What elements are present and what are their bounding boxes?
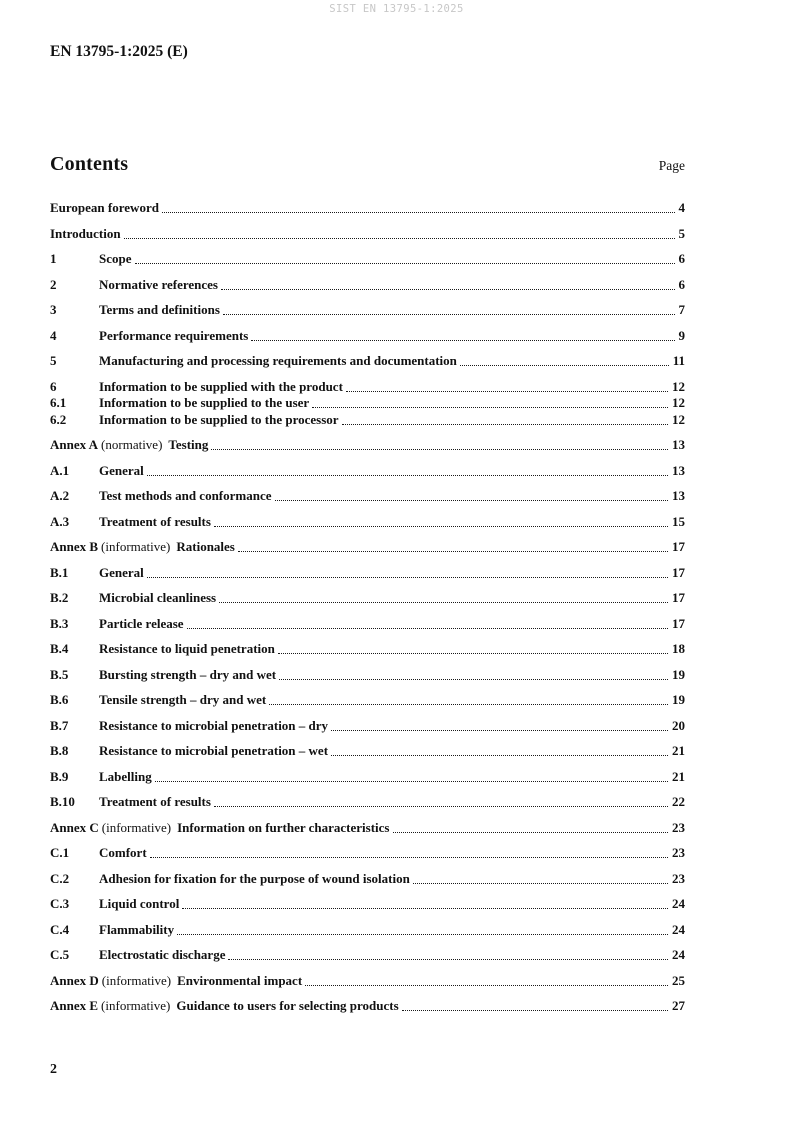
toc-entry-page-number: 17 (672, 615, 685, 631)
toc-entry-number: 2 (50, 276, 57, 292)
toc-entry-title: Guidance to users for selecting products (176, 998, 399, 1013)
toc-entry-annex-prefix: Annex C (50, 819, 99, 835)
toc-entry[interactable] (50, 922, 685, 937)
dot-leader (279, 679, 668, 680)
toc-entry-title: Information on further characteristics (177, 819, 390, 835)
dot-leader (331, 730, 668, 731)
toc-entry-title: Tensile strength – dry and wet (99, 692, 267, 707)
dot-leader (312, 407, 668, 408)
toc-entry-page-number: 12 (672, 411, 685, 427)
toc-entry[interactable] (50, 463, 685, 478)
toc-entry[interactable] (50, 412, 685, 427)
toc-entry-page-number: 25 (672, 972, 685, 988)
dot-leader (269, 704, 668, 705)
toc-entry-annex-type: (informative) (101, 539, 171, 554)
toc-entry-page-number: 12 (672, 378, 685, 394)
toc-entry-title: Particle release (99, 615, 184, 631)
toc-entry-number: C.2 (50, 870, 70, 886)
toc-entry[interactable] (50, 667, 685, 682)
toc-entry-title: Adhesion for fixation for the purpose of wound isolation (99, 870, 410, 886)
toc-entry-annex-type: (normative) (101, 437, 163, 452)
toc-entry-title: Introduction (50, 225, 121, 241)
dot-leader (147, 475, 668, 476)
toc-entry[interactable] (50, 947, 685, 962)
toc-entry-page-number: 12 (672, 395, 685, 410)
document-reference-header: EN 13795-1:2025 (E) (50, 43, 188, 60)
toc-entry-number: C.1 (50, 845, 70, 860)
dot-leader (275, 500, 669, 501)
toc-entry-title: Information to be supplied to the user (99, 395, 310, 410)
toc-entry-title: Environmental impact (177, 972, 303, 988)
dot-leader (402, 1010, 668, 1011)
toc-entry-number: B.5 (50, 666, 69, 682)
toc-entry[interactable] (50, 973, 685, 988)
toc-entry-page-number: 17 (672, 564, 685, 580)
contents-heading-row (50, 153, 685, 176)
dot-leader (211, 449, 668, 450)
toc-entry-page-number: 19 (672, 666, 685, 682)
toc-entry-page-number: 21 (672, 743, 685, 758)
toc-entry-page-number: 13 (672, 488, 685, 503)
toc-entry-title: European foreword (50, 200, 159, 215)
toc-entry-number: 4 (50, 327, 57, 343)
dot-leader (238, 551, 668, 552)
toc-entry-title: Microbial cleanliness (99, 590, 217, 605)
toc-entry-title: Performance requirements (99, 327, 249, 343)
dot-leader (150, 857, 668, 858)
toc-entry-page-number: 27 (672, 998, 685, 1013)
toc-entry-number: B.3 (50, 615, 69, 631)
toc-entry-page-number: 23 (672, 870, 685, 886)
toc-entry-title: Information to be supplied with the product (99, 378, 343, 394)
toc-entry[interactable] (50, 328, 685, 343)
toc-entry-annex-type: (informative) (101, 998, 171, 1013)
toc-entry-annex-prefix: Annex D (50, 972, 99, 988)
toc-entry-page-number: 7 (678, 302, 685, 317)
dot-leader (219, 602, 668, 603)
footer-page-number: 2 (50, 1062, 57, 1077)
dot-leader (177, 934, 668, 935)
toc-entry-annex-prefix: Annex B (50, 539, 99, 554)
toc-entry-annex-prefix: Annex A (50, 437, 99, 452)
toc-entry-page-number: 17 (672, 539, 685, 554)
toc-entry-number: C.5 (50, 947, 70, 962)
dot-leader (342, 424, 668, 425)
toc-entry[interactable] (50, 514, 685, 529)
toc-entry-page-number: 24 (672, 947, 685, 962)
toc-entry[interactable] (50, 896, 685, 911)
toc-entry-page-number: 13 (672, 462, 685, 478)
toc-entry-title: General (99, 564, 144, 580)
toc-entry-page-number: 9 (678, 327, 685, 343)
toc-entry-title: Scope (99, 251, 132, 266)
toc-entry[interactable] (50, 718, 685, 733)
toc-entry[interactable] (50, 565, 685, 580)
toc-entry[interactable] (50, 302, 685, 317)
toc-entry-title: Test methods and conformance (99, 488, 272, 503)
toc-entry[interactable] (50, 820, 685, 835)
toc-entry-title: Treatment of results (99, 794, 211, 809)
toc-entry-number: B.4 (50, 641, 69, 656)
dot-leader (135, 263, 675, 264)
toc-entry-number: 3 (50, 302, 57, 317)
dot-leader (223, 314, 675, 315)
page-column-label: Page (658, 158, 685, 173)
toc-entry-title: Treatment of results (99, 513, 211, 529)
toc-entry-number: B.9 (50, 768, 69, 784)
dot-leader (155, 781, 668, 782)
toc-entry[interactable] (50, 251, 685, 266)
dot-leader (124, 238, 675, 239)
toc-entry[interactable] (50, 616, 685, 631)
dot-leader (305, 985, 668, 986)
toc-entry-number: B.10 (50, 794, 75, 809)
dot-leader (460, 365, 669, 366)
toc-entry-title: Testing (168, 437, 209, 452)
toc-entry-page-number: 21 (672, 768, 685, 784)
toc-entry[interactable] (50, 845, 685, 860)
toc-entry-title: General (99, 462, 144, 478)
toc-entry-title: Bursting strength – dry and wet (99, 666, 277, 682)
toc-entry-annex-type: (informative) (101, 972, 172, 988)
toc-list (50, 200, 685, 1013)
toc-entry-page-number: 4 (678, 200, 685, 215)
toc-entry[interactable] (50, 395, 685, 410)
toc-entry[interactable] (50, 641, 685, 656)
toc-entry-title: Manufacturing and processing requirements and documentation (99, 353, 457, 368)
toc-entry-page-number: 20 (672, 717, 685, 733)
toc-entry-title: Terms and definitions (99, 302, 220, 317)
toc-entry[interactable] (50, 353, 685, 368)
toc-entry-title: Liquid control (99, 896, 180, 911)
toc-entry-number: A.1 (50, 462, 70, 478)
sist-watermark: SIST EN 13795-1:2025 (329, 3, 464, 15)
toc-entry[interactable] (50, 277, 685, 292)
dot-leader (214, 526, 668, 527)
toc-entry[interactable] (50, 871, 685, 886)
toc-entry-number: A.2 (50, 488, 70, 503)
dot-leader (182, 908, 668, 909)
toc-entry-number: 6.2 (50, 411, 67, 427)
toc-entry-number: B.7 (50, 717, 69, 733)
toc-entry[interactable] (50, 200, 685, 215)
toc-entry-annex-type: (informative) (101, 819, 172, 835)
toc-entry-page-number: 11 (672, 353, 685, 368)
dot-leader (393, 832, 669, 833)
toc-entry-title: Flammability (99, 921, 175, 937)
toc-entry-annex-prefix: Annex E (50, 998, 99, 1013)
toc-entry-number: B.8 (50, 743, 69, 758)
dot-leader (331, 755, 668, 756)
toc-entry[interactable] (50, 998, 685, 1013)
dot-leader (413, 883, 668, 884)
toc-entry-number: B.1 (50, 564, 69, 580)
dot-leader (346, 391, 668, 392)
toc-entry-number: A.3 (50, 513, 70, 529)
toc-entry-title: Labelling (99, 768, 152, 784)
toc-entry-number: B.2 (50, 590, 69, 605)
toc-entry-number: B.6 (50, 692, 69, 707)
toc-entry-title: Information to be supplied to the processor (99, 411, 339, 427)
toc-entry-page-number: 19 (672, 692, 685, 707)
toc-entry[interactable] (50, 539, 685, 554)
toc-entry-page-number: 18 (672, 641, 685, 656)
dot-leader (147, 577, 668, 578)
toc-entry[interactable] (50, 226, 685, 241)
toc-entry-title: Resistance to liquid penetration (99, 641, 275, 656)
toc-entry-title: Comfort (99, 845, 147, 860)
toc-entry-page-number: 24 (672, 896, 685, 911)
toc-entry-page-number: 23 (672, 845, 685, 860)
toc-entry-page-number: 6 (678, 276, 685, 292)
toc-entry-number: C.4 (50, 921, 70, 937)
toc-entry[interactable] (50, 743, 685, 758)
toc-entry-page-number: 6 (678, 251, 685, 266)
toc-entry-page-number: 24 (672, 921, 685, 937)
dot-leader (162, 212, 675, 213)
toc-entry-page-number: 13 (672, 437, 685, 452)
toc-entry-number: 1 (50, 251, 57, 266)
toc-entry-title: Normative references (99, 276, 218, 292)
dot-leader (187, 628, 668, 629)
toc-entry-page-number: 15 (672, 513, 685, 529)
toc-entry-page-number: 17 (672, 590, 685, 605)
dot-leader (251, 340, 674, 341)
toc-entry-page-number: 22 (672, 794, 685, 809)
toc-entry[interactable] (50, 692, 685, 707)
toc-entry-page-number: 5 (678, 225, 685, 241)
toc-entry-title: Electrostatic discharge (99, 947, 226, 962)
toc-entry[interactable] (50, 379, 685, 394)
dot-leader (214, 806, 668, 807)
dot-leader (278, 653, 668, 654)
toc-entry-number: 5 (50, 353, 57, 368)
toc-entry-page-number: 23 (672, 819, 685, 835)
toc-entry[interactable] (50, 769, 685, 784)
toc-entry[interactable] (50, 488, 685, 503)
toc-entry-title: Resistance to microbial penetration – dry (99, 717, 329, 733)
toc-entry-number: 6 (50, 378, 57, 394)
toc-entry-title: Rationales (176, 539, 235, 554)
toc-entry[interactable] (50, 794, 685, 809)
toc-entry[interactable] (50, 590, 685, 605)
dot-leader (221, 289, 675, 290)
toc-entry-number: 6.1 (50, 395, 67, 410)
contents-title: Contents (50, 153, 129, 175)
dot-leader (228, 959, 668, 960)
toc-entry-title: Resistance to microbial penetration – wet (99, 743, 329, 758)
toc-entry[interactable] (50, 437, 685, 452)
toc-entry-number: C.3 (50, 896, 70, 911)
